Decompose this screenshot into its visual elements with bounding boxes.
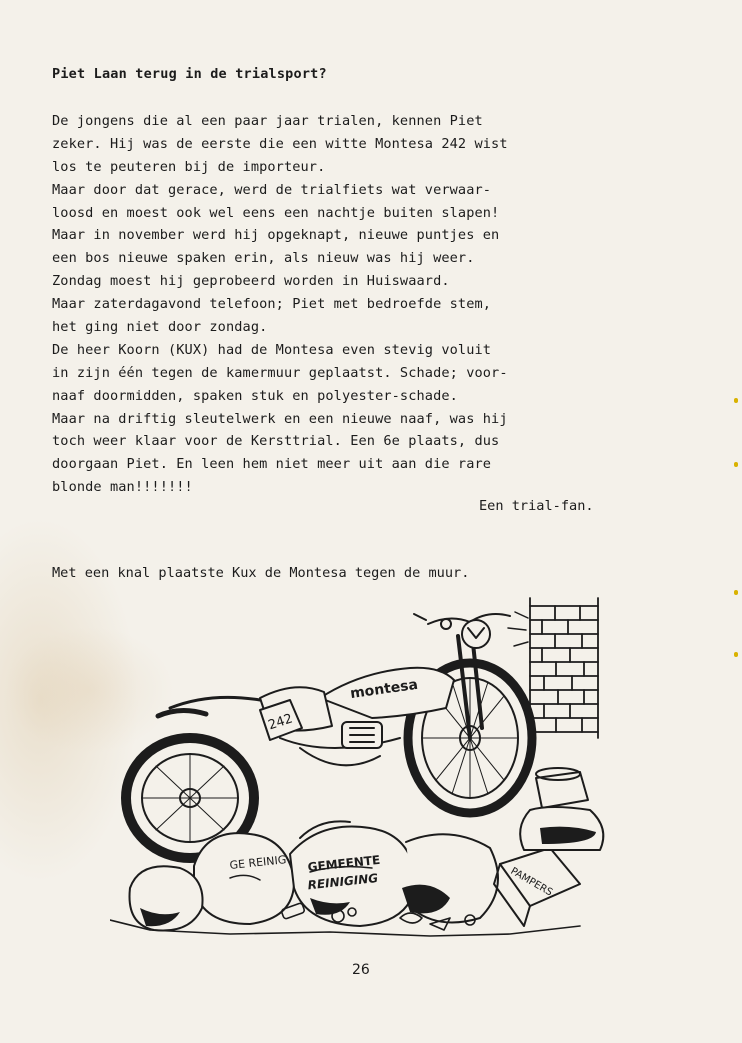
article-line: loosd en moest ook wel eens een nachtje buiten slapen! (52, 204, 500, 221)
impact-lines (508, 612, 528, 646)
edge-mark (734, 652, 738, 657)
article-line: Maar na driftig sleutelwerk en een nieuwe naaf, was hij (52, 410, 508, 427)
edge-mark (734, 398, 738, 403)
illustration-caption: Met een knal plaatste Kux de Montesa tegen de muur. (52, 565, 470, 581)
article-line: naaf doormidden, spaken stuk en polyester-schade. (52, 387, 458, 404)
article-line: De heer Koorn (KUX) had de Montesa even stevig voluit (52, 341, 492, 358)
article-line: doorgaan Piet. En leen hem niet meer uit aan die rare (52, 456, 492, 473)
article-line: De jongens die al een paar jaar trialen, kennen Piet (52, 113, 483, 129)
article-line: Maar zaterdagavond telefoon; Piet met bedroefde stem, (52, 296, 492, 313)
rubbish-bags (130, 821, 499, 930)
article-line: een bos nieuwe spaken erin, als nieuw was hij weer. (52, 250, 475, 267)
article-body (52, 110, 692, 499)
article-line: in zijn één tegen de kamermuur geplaatst. Schade; voor- (52, 364, 508, 381)
pampers-box (494, 848, 580, 926)
article-line: zeker. Hij was de eerste die een witte Montesa 242 wist (52, 135, 508, 152)
article-line: blonde man!!!!!!! (52, 479, 193, 496)
article-title: Piet Laan terug in de trialsport? (52, 66, 327, 82)
bike-brand-text: montesa (349, 676, 419, 703)
bag-left-text: GE REINIG (229, 853, 287, 873)
article-line: Maar in november werd hij opgeknapt, nieuwe puntjes en (52, 227, 500, 244)
article-line: toch weer klaar voor de Kersttrial. Een 6e plaats, dus (52, 433, 500, 450)
article-line: Zondag moest hij geprobeerd worden in Huiswaard. (52, 273, 450, 290)
edge-mark (734, 590, 738, 595)
article-line: Maar door dat gerace, werd de trialfiets wat verwaar- (52, 181, 492, 198)
article-signature: Een trial-fan. (479, 498, 594, 514)
brick-wall (530, 598, 598, 738)
bag-center-bottom-text: REINIGING (307, 871, 379, 893)
box-label-text: PAMPERS (508, 865, 555, 899)
number-plate-text: 242 (266, 711, 295, 734)
article-line: los te peuteren bij de importeur. (52, 158, 326, 175)
article-line: het ging niet door zondag. (52, 319, 268, 336)
page-number: 26 (352, 962, 370, 978)
bag-center-top-text: GEMEENTE (307, 852, 381, 875)
crashed-motorcycle-illustration (110, 588, 620, 950)
edge-mark (734, 462, 738, 467)
